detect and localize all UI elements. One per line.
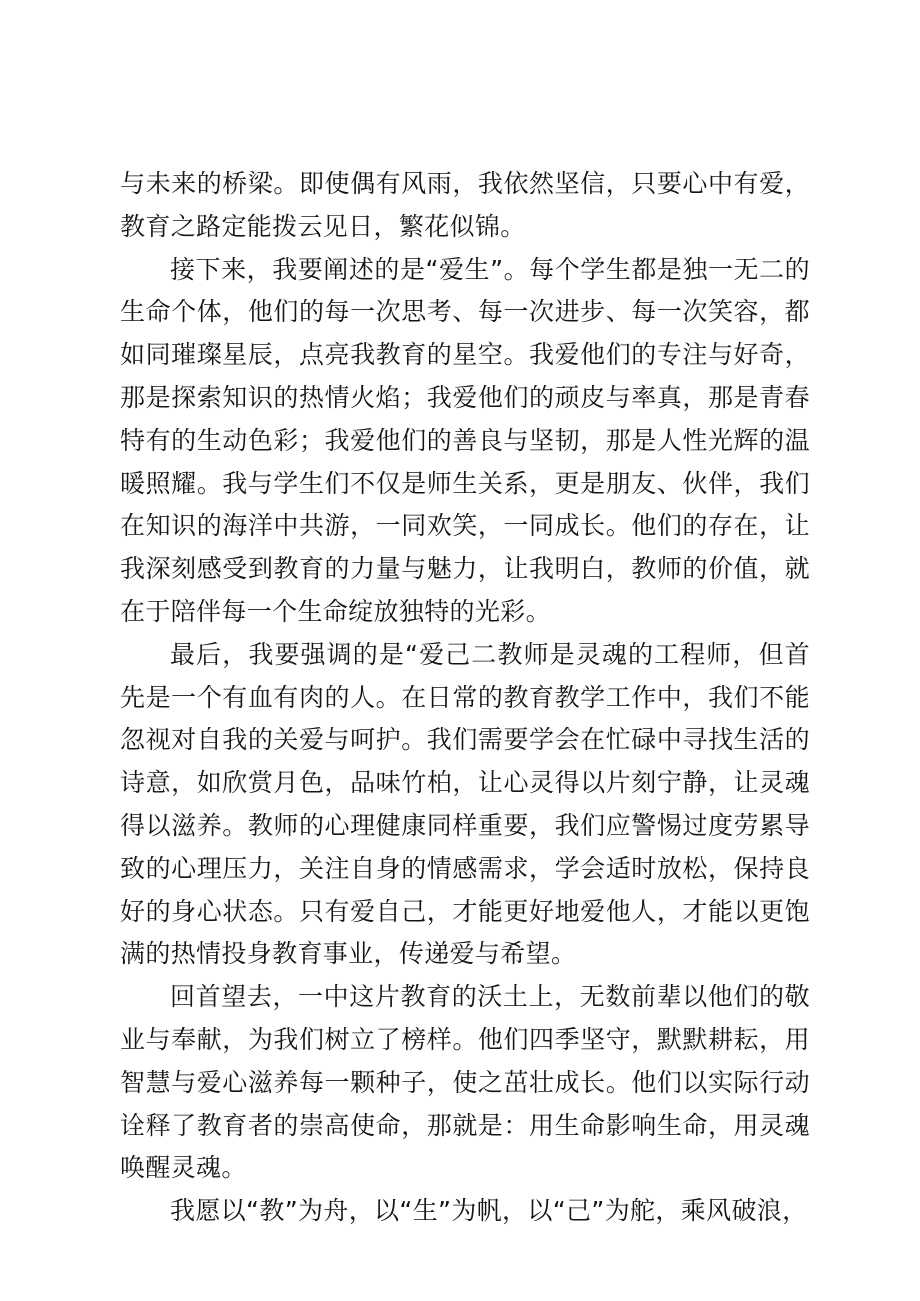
document-body [120,163,810,1233]
paragraph-continuation: 与未来的桥梁。即使偶有风雨，我依然坚信，只要心中有爱，教育之路定能拨云见日，繁花似锦。 [120,169,810,241]
paragraph-love-students: 接下来，我要阐述的是“爱生”。每个学生都是独一无二的生命个体，他们的每一次思考、每一次进步、每一次笑容，都如同璀璨星辰，点亮我教育的星空。我爱他们的专注与好奇，那是探索知识的热情火焰；我爱他们的顽皮与率真，那是青春特有的生动色彩；我爱他们的善良与坚韧，那是人性光辉的温暖照耀。我与学生们不仅是师生关系，更是朋友、伙伴，我们在知识的海洋中共游，一同欢笑，一同成长。他们的存在，让我深刻感受到教育的力量与魅力，让我明白，教师的价值，就在于陪伴每一个生命绽放独特的光彩。 [120,254,810,626]
paragraph-love-self: 最后，我要强调的是“爱己二教师是灵魂的工程师，但首先是一个有血有肉的人。在日常的教育教学工作中，我们不能忽视对自我的关爱与呵护。我们需要学会在忙碌中寻找生活的诗意，如欣赏月色，品味竹柏，让心灵得以片刻宁静，让灵魂得以滋养。教师的心理健康同样重要，我们应警惕过度劳累导致的心理压力，关注自身的情感需求，学会适时放松，保持良好的身心状态。只有爱自己，才能更好地爱他人，才能以更饱满的热情投身教育事业，传递爱与希望。 [120,639,810,969]
paragraph-closing: 我愿以“教”为舟，以“生”为帆，以“己”为舵，乘风破浪， [170,1196,808,1226]
paragraph-looking-back: 回首望去，一中这片教育的沃土上，无数前辈以他们的敬业与奉献，为我们树立了榜样。他们四季坚守，默默耕耘，用智慧与爱心滋养每一颗种子，使之茁壮成长。他们以实际行动诠释了教育者的崇高使命，那就是：用生命影响生命，用灵魂唤醒灵魂。 [120,982,810,1183]
